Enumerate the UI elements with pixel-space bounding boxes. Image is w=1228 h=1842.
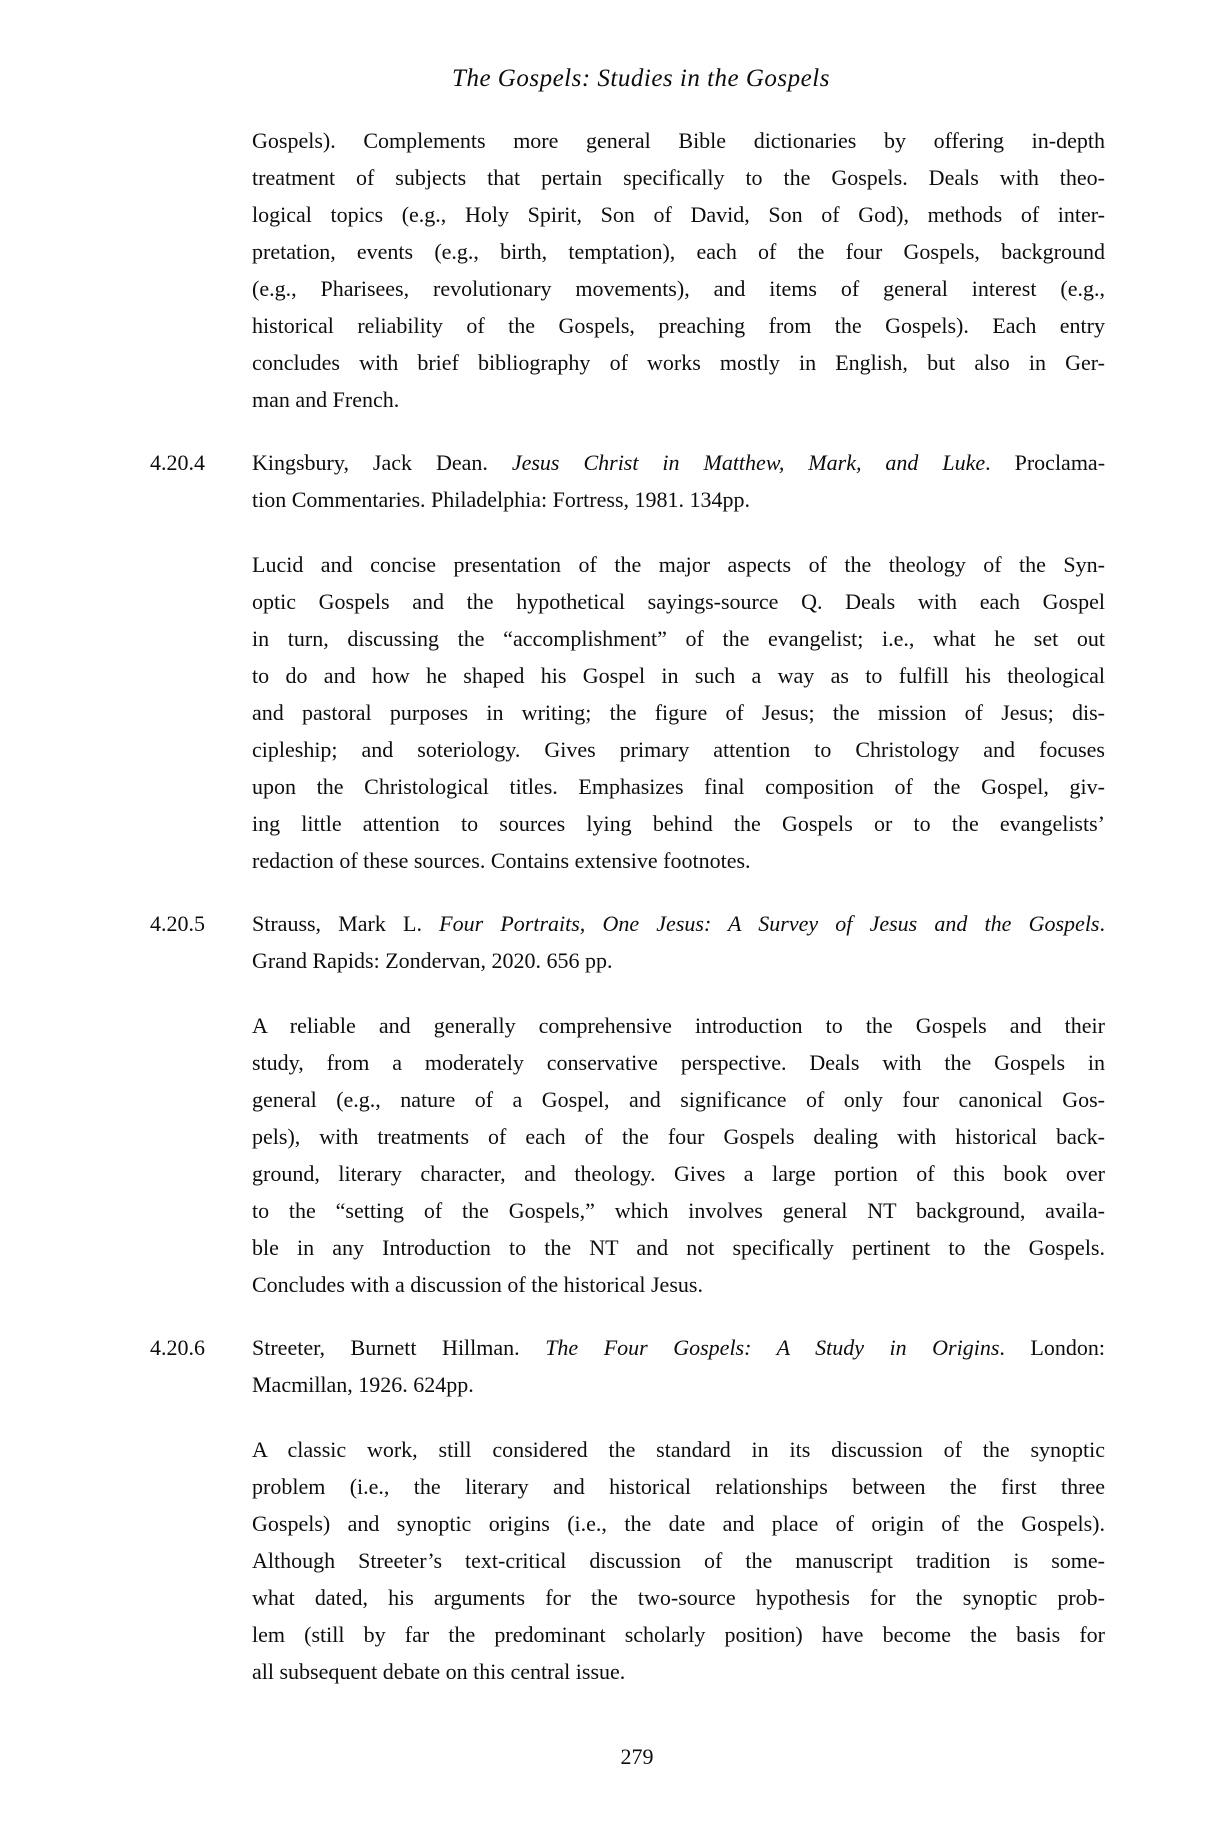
annotation-line: Gospels) and synoptic origins (i.e., the date and place of origin of the Gospels). xyxy=(252,1511,1105,1536)
annotation-line: study, from a moderately conservative perspective. Deals with the Gospels in xyxy=(252,1050,1105,1075)
citation-text: tion Commentaries. Philadelphia: Fortress, 1981. 134pp. xyxy=(252,487,751,512)
bibliography-entries xyxy=(150,444,1105,1690)
annotation-line: ble in any Introduction to the NT and not specifically pertinent to the Gospels. xyxy=(252,1235,1105,1260)
annotation-line: ground, literary character, and theology. Gives a large portion of this book over xyxy=(252,1161,1105,1186)
annotation-line: lem (still by far the predominant scholarly position) have become the basis for xyxy=(252,1622,1105,1647)
annotation-line: redaction of these sources. Contains extensive footnotes. xyxy=(252,848,751,873)
entry-citation xyxy=(252,1329,1105,1403)
page-number: 279 xyxy=(620,1744,654,1769)
page-content xyxy=(150,122,1105,1690)
entry-number: 4.20.4 xyxy=(150,450,205,475)
citation-text: . Proclama- xyxy=(985,450,1106,475)
intro-paragraph-line: treatment of subjects that pertain specifically to the Gospels. Deals with theo- xyxy=(252,165,1105,190)
citation-text: Streeter, Burnett Hillman. xyxy=(252,1335,546,1360)
citation-line xyxy=(252,481,1105,518)
annotation-line: all subsequent debate on this central issue. xyxy=(252,1659,626,1684)
annotation-line: A reliable and generally comprehensive introduction to the Gospels and their xyxy=(252,1013,1105,1038)
citation-text: . London: xyxy=(999,1335,1105,1360)
citation-text: Strauss, Mark L. xyxy=(252,911,440,936)
annotation-line: to do and how he shaped his Gospel in such a way as to fulfill his theological xyxy=(252,663,1105,688)
entry-number: 4.20.6 xyxy=(150,1335,205,1360)
intro-paragraph-line: (e.g., Pharisees, revolutionary movements), and items of general interest (e.g., xyxy=(252,276,1105,301)
intro-paragraph-line: logical topics (e.g., Holy Spirit, Son of David, Son of God), methods of inter- xyxy=(252,202,1105,227)
citation-line xyxy=(252,942,1105,979)
entry-heading xyxy=(150,1329,1105,1403)
annotation-line: pels), with treatments of each of the four Gospels dealing with historical back- xyxy=(252,1124,1105,1149)
entry-annotation xyxy=(252,1007,1105,1303)
annotation-line: to the “setting of the Gospels,” which involves general NT background, availa- xyxy=(252,1198,1105,1223)
citation-text: Grand Rapids: Zondervan, 2020. 656 pp. xyxy=(252,948,613,973)
entry-number: 4.20.5 xyxy=(150,911,205,936)
annotation-line: general (e.g., nature of a Gospel, and significance of only four canonical Gos- xyxy=(252,1087,1105,1112)
annotation-line: A classic work, still considered the standard in its discussion of the synoptic xyxy=(252,1437,1105,1462)
intro-paragraph-line: historical reliability of the Gospels, preaching from the Gospels). Each entry xyxy=(252,313,1105,338)
annotation-line: and pastoral purposes in writing; the figure of Jesus; the mission of Jesus; dis- xyxy=(252,700,1105,725)
entry-heading xyxy=(150,444,1105,518)
bibliography-entry xyxy=(150,1329,1105,1690)
annotation-line: upon the Christological titles. Emphasizes final composition of the Gospel, giv- xyxy=(252,774,1105,799)
intro-paragraph-line: Gospels). Complements more general Bible dictionaries by offering in-depth xyxy=(252,128,1105,153)
entry-citation xyxy=(252,444,1105,518)
citation-title: Jesus Christ in Matthew, Mark, and Luke xyxy=(511,450,986,475)
citation-title: The Four Gospels: A Study in Origins xyxy=(545,1335,1000,1360)
annotation-line: Concludes with a discussion of the historical Jesus. xyxy=(252,1272,703,1297)
bibliography-entry xyxy=(150,905,1105,1303)
citation-line xyxy=(252,1329,1105,1366)
annotation-line: what dated, his arguments for the two-source hypothesis for the synoptic prob- xyxy=(252,1585,1105,1610)
annotation-line: optic Gospels and the hypothetical sayings-source Q. Deals with each Gospel xyxy=(252,589,1105,614)
entry-heading xyxy=(150,905,1105,979)
annotation-line: in turn, discussing the “accomplishment” of the evangelist; i.e., what he set out xyxy=(252,626,1105,651)
citation-text: Macmillan, 1926. 624pp. xyxy=(252,1372,474,1397)
entry-annotation xyxy=(252,546,1105,879)
annotation-line: problem (i.e., the literary and historical relationships between the first three xyxy=(252,1474,1105,1499)
annotation-line: cipleship; and soteriology. Gives primary attention to Christology and focuses xyxy=(252,737,1105,762)
intro-paragraph xyxy=(252,122,1105,418)
annotation-line: Although Streeter’s text-critical discussion of the manuscript tradition is some- xyxy=(252,1548,1105,1573)
intro-paragraph-line: man and French. xyxy=(252,387,400,412)
citation-line xyxy=(252,444,1105,481)
running-header: The Gospels: Studies in the Gospels xyxy=(452,65,830,92)
citation-text: Kingsbury, Jack Dean. xyxy=(252,450,512,475)
annotation-line: ing little attention to sources lying behind the Gospels or to the evangelists’ xyxy=(252,811,1105,836)
intro-paragraph-line: pretation, events (e.g., birth, temptation), each of the four Gospels, background xyxy=(252,239,1105,264)
intro-paragraph-line: concludes with brief bibliography of works mostly in English, but also in Ger- xyxy=(252,350,1105,375)
annotation-line: Lucid and concise presentation of the major aspects of the theology of the Syn- xyxy=(252,552,1105,577)
entry-citation xyxy=(252,905,1105,979)
citation-title: Four Portraits, One Jesus: A Survey of Jesus and the Gospels xyxy=(439,911,1100,936)
entry-annotation xyxy=(252,1431,1105,1690)
bibliography-entry xyxy=(150,444,1105,879)
citation-text: . xyxy=(1099,911,1105,936)
citation-line xyxy=(252,905,1105,942)
citation-line xyxy=(252,1366,1105,1403)
